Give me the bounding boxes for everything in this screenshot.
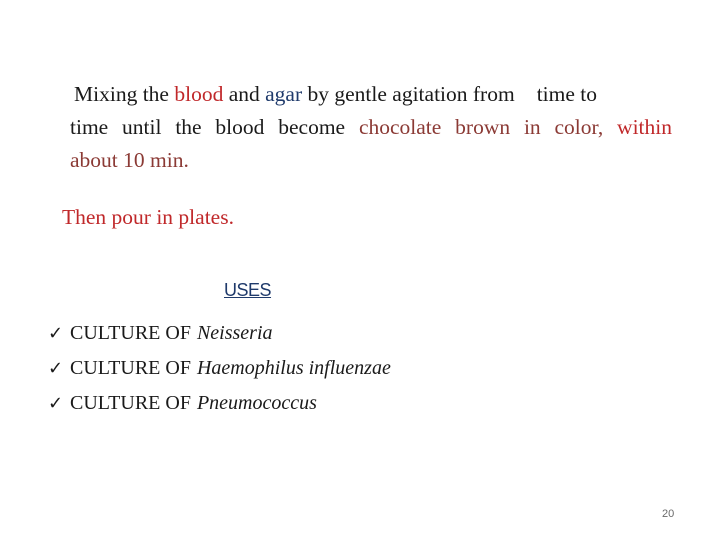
organism-name: Haemophilus influenzae bbox=[196, 357, 391, 379]
list-item bbox=[48, 316, 391, 351]
uses-list bbox=[48, 316, 391, 421]
list-item bbox=[48, 386, 391, 421]
highlight-about-10-min: about 10 min. bbox=[70, 148, 189, 172]
highlight-chocolate-brown: chocolate brown in color, bbox=[358, 115, 604, 139]
list-item bbox=[48, 351, 391, 386]
checkmark-icon: ✓ bbox=[48, 358, 64, 379]
list-item-prefix: CULTURE OF bbox=[70, 357, 191, 379]
text-and: and bbox=[228, 82, 260, 106]
highlight-agar: agar bbox=[265, 82, 303, 106]
organism-name: Pneumococcus bbox=[196, 392, 317, 414]
uses-heading: USES bbox=[224, 280, 272, 300]
highlight-blood: blood bbox=[174, 82, 224, 106]
list-item-prefix: CULTURE OF bbox=[70, 322, 191, 344]
list-item-prefix: CULTURE OF bbox=[70, 392, 191, 414]
checkmark-icon: ✓ bbox=[48, 323, 64, 344]
text-time-until: time until the blood become bbox=[70, 115, 346, 139]
checkmark-icon: ✓ bbox=[48, 393, 64, 414]
paragraph-line-2 bbox=[70, 111, 672, 144]
paragraph-line-1 bbox=[70, 78, 672, 111]
highlight-within: within bbox=[617, 115, 672, 139]
page-number: 20 bbox=[662, 508, 675, 520]
instruction-paragraph bbox=[70, 78, 672, 177]
text-time-to: time to bbox=[536, 82, 597, 106]
organism-name: Neisseria bbox=[196, 322, 273, 344]
text-mixing: Mixing the bbox=[74, 82, 169, 106]
text-agitation: by gentle agitation from bbox=[307, 82, 515, 106]
pour-plates-text: Then pour in plates. bbox=[62, 205, 234, 229]
